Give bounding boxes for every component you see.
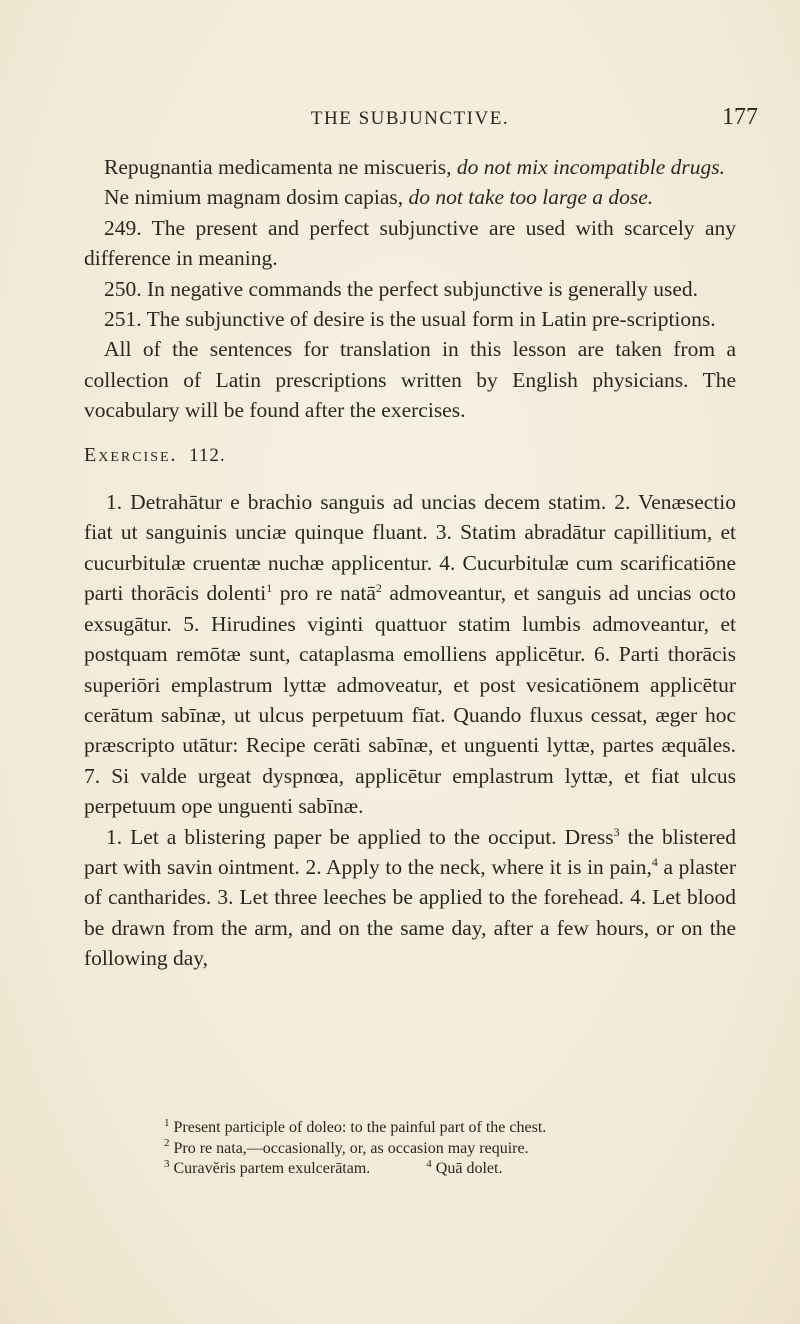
latin-phrase: Ne nimium magnam dosim capias, [104,185,404,210]
footnote-1 [164,1118,736,1139]
footnote-row-3-4 [164,1159,736,1180]
running-head [84,104,758,134]
footnotes [84,1118,736,1180]
footnote-2 [164,1139,736,1160]
footnote-text: Curavĕris partem exulcerātam. [173,1160,371,1177]
latin-exercise-text [84,487,736,821]
footnote-3 [164,1159,370,1180]
paragraph-large-dose [84,182,736,212]
page-number: 177 [722,104,758,130]
footnote-mark: 3 [164,1157,170,1170]
english-exercise-text [84,822,736,974]
english-text-part: the blistered part with savin ointment. 2. Apply to the neck, where it is in pain, [84,824,736,879]
exercise-label: Exercise. [84,443,178,466]
english-gloss: do not take too large a dose. [408,185,654,210]
exercise-heading [84,440,736,471]
footnote-4 [426,1159,502,1180]
paragraph-incompatible-drugs [84,152,736,182]
latin-phrase: Repugnantia medicamenta ne miscueris, [104,155,452,179]
paragraph-250: 250. In negative commands the perfect subjunctive is generally used. [104,276,699,301]
footnote-text: Present participle of doleo: to the painful part of the chest. [173,1119,547,1136]
paragraph-251: 251. The subjunctive of desire is the usual form in Latin pre-scriptions. [104,307,716,332]
latin-text-part: admoveantur, et sanguis ad uncias octo exsugātur. 5. Hirudines viginti quattuor statim lumbis admoveantur, et postquam remōtæ sunt, cataplasma emolliens applicētur. 6. Parti thorācis superiōri emplastrum lyttæ admoveatur, et post vesicatiōnem applicētur cerātum sabīnæ, ut ulcus perpetuum fīat. Quando fluxus cessat, æger hoc præscripto utātur: Recipe cerāti sabīnæ, et unguenti lyttæ, partes æquāles. 7. Si valde urgeat dyspnœa, applicētur emplastrum lyttæ, et fiat ulcus perpetuum ope unguenti sabīnæ. [84,581,737,819]
english-text-part: 1. Let a blistering paper be applied to the occiput. Dress [106,824,614,849]
latin-text-part: pro re natā [272,581,376,606]
footnote-mark: 2 [164,1137,170,1150]
exercise-number: 112. [189,444,226,466]
english-text-part: a plaster of cantharides. 3. Let three leeches be applied to the forehead. 4. Let blood be drawn from the arm, and on the same day, after a few hours, or on the following day, [84,854,736,971]
footnote-ref-2: 2 [375,581,382,596]
footnote-text: Pro re nata,—occasionally, or, as occasion may require. [173,1139,529,1157]
footnote-ref-3: 3 [613,824,620,839]
paragraph-sentences-note: All of the sentences for translation in this lesson are taken from a collection of Latin prescriptions written by English physicians. The vocabulary will be found after the exercises. [84,337,736,423]
footnote-ref-1: 1 [266,581,273,596]
body-text [84,152,736,974]
latin-text-part: 1. Detrahātur e brachio sanguis ad uncias decem statim. 2. Venæsectio fiat ut sanguinis unciæ quinque fluant. 3. Statim abradātur capillitium, et cucurbitulæ cruentæ nuchæ applicentur. 4. Cucurbitulæ cum scarificatiōne parti thorācis dolenti [84,490,736,606]
running-title: THE SUBJUNCTIVE. [310,108,510,129]
paragraph-249: 249. The present and perfect subjunctive are used with scarcely any difference in meaning. [84,215,736,271]
footnote-mark: 4 [426,1157,432,1170]
footnote-text: Quā dolet. [435,1160,503,1177]
footnote-mark: 1 [164,1116,170,1129]
english-gloss: do not mix incompatible drugs. [456,155,725,179]
footnote-ref-4: 4 [651,854,658,869]
